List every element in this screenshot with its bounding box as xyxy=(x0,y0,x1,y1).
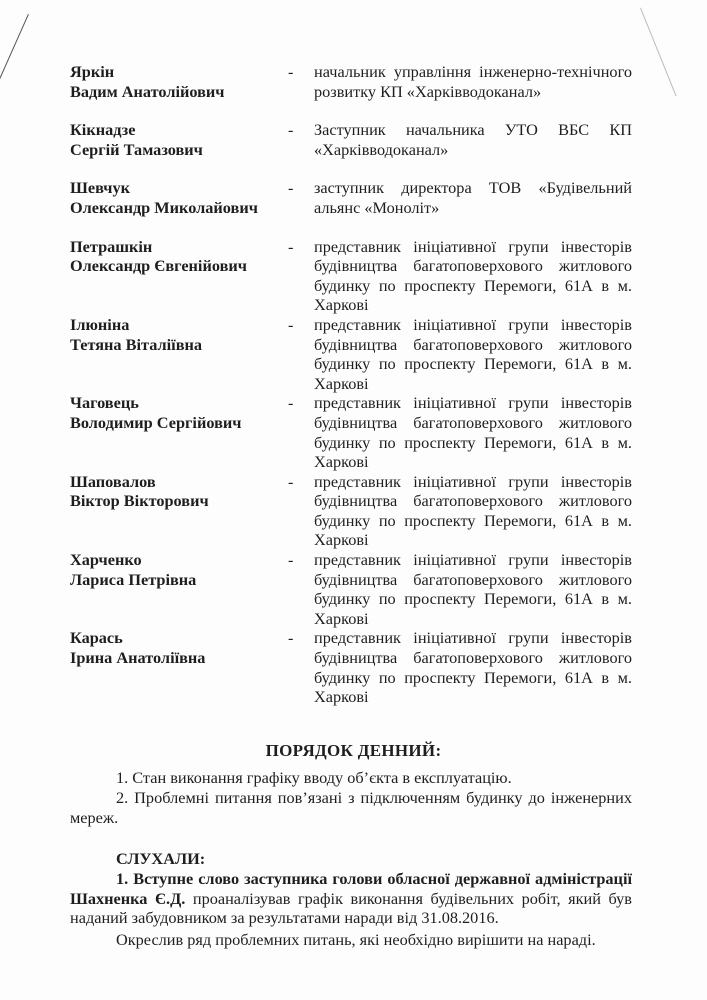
participant-role: заступник директора ТОВ «Будівельний альянс «Моноліт» xyxy=(314,178,632,217)
participant-surname: Яркін xyxy=(70,62,115,81)
participant-row xyxy=(70,178,640,217)
agenda-list xyxy=(70,768,632,828)
participant-name xyxy=(70,393,288,471)
scan-fold-line xyxy=(640,8,677,96)
participant-name xyxy=(70,62,288,101)
agenda-heading: ПОРЯДОК ДЕННИЙ: xyxy=(265,741,442,760)
participant-role: представник ініціативної групи інвесторів будівництва багатоповерхового житлового будинку по проспекту Перемоги, 61А в м. Харкові xyxy=(314,236,632,315)
participant-role: Заступник начальника УТО ВБС КП «Харківводоканал» xyxy=(314,120,632,159)
participant-given-name: Олександр Євгенійович xyxy=(70,256,247,276)
participant-given-name: Віктор Вікторович xyxy=(70,491,209,511)
participant-given-name: Ірина Анатоліївна xyxy=(70,648,206,668)
separator-dash: - xyxy=(288,393,294,413)
participant-role: представник ініціативної групи інвесторів будівництва багатоповерхового житлового будинку по проспекту Перемоги, 61А в м. Харкові xyxy=(314,628,632,707)
participant-role: представник ініціативної групи інвесторів будівництва багатоповерхового житлового будинку по проспекту Перемоги, 61А в м. Харкові xyxy=(314,471,632,550)
heard-section xyxy=(70,849,632,950)
participant-surname: Харченко xyxy=(70,550,142,570)
participant-given-name: Лариса Петрівна xyxy=(70,569,197,589)
participant-given-name: Тетяна Віталіївна xyxy=(70,334,203,354)
participant-name xyxy=(70,628,288,706)
participant-role: представник ініціативної групи інвесторів будівництва багатоповерхового житлового будинку по проспекту Перемоги, 61А в м. Харкові xyxy=(314,393,632,472)
participant-name xyxy=(70,237,288,315)
participant-surname: Ілюніна xyxy=(70,314,130,334)
participant-row xyxy=(70,393,640,471)
separator-dash: - xyxy=(288,628,294,648)
participant-row xyxy=(70,62,640,101)
participant-given-name: Володимир Сергійович xyxy=(70,412,242,432)
separator-dash: - xyxy=(288,236,294,256)
participant-name xyxy=(70,178,288,217)
heard-heading: СЛУХАЛИ: xyxy=(116,849,206,868)
heard-item xyxy=(70,869,632,928)
participant-given-name: Сергій Тамазович xyxy=(70,139,203,159)
participant-name xyxy=(70,550,288,628)
participants-list xyxy=(70,62,640,707)
agenda-item: 1. Стан виконання графіку вводу об’єкта в експлуатацію. xyxy=(116,768,512,787)
separator-dash: - xyxy=(288,550,294,570)
participant-row xyxy=(70,237,640,315)
agenda-item: 2. Проблемні питання пов’язані з підключенням будинку до інженерних мереж. xyxy=(70,788,632,827)
participant-row xyxy=(70,472,640,550)
participant-surname: Карась xyxy=(70,628,123,648)
participant-row xyxy=(70,120,640,159)
participant-given-name: Олександр Миколайович xyxy=(70,197,258,217)
separator-dash: - xyxy=(288,120,294,140)
separator-dash: - xyxy=(288,471,294,491)
participant-name xyxy=(70,120,288,159)
participant-row xyxy=(70,628,640,706)
participant-name xyxy=(70,472,288,550)
participant-surname: Шевчук xyxy=(70,178,130,198)
participant-role: представник ініціативної групи інвесторів будівництва багатоповерхового житлового будинку по проспекту Перемоги, 61А в м. Харкові xyxy=(314,550,632,628)
heard-item-text: проаналізував графік виконання будівельних робіт, який був наданий забудовником за результатами наради від 31.08.2016. xyxy=(70,888,632,928)
separator-dash: - xyxy=(288,62,294,81)
participant-surname: Петрашкін xyxy=(70,236,153,256)
participant-name xyxy=(70,315,288,393)
heard-item: Окреслив ряд проблемних питань, які необхідно вирішити на нараді. xyxy=(116,930,596,950)
participant-role: начальник управління інженерно-технічного розвитку КП «Харківводоканал» xyxy=(314,62,632,101)
separator-dash: - xyxy=(288,178,294,198)
participant-surname: Чаговець xyxy=(70,393,139,413)
participant-surname: Кікнадзе xyxy=(70,120,136,140)
participant-row xyxy=(70,315,640,393)
participant-row xyxy=(70,550,640,628)
heard-speaker: 1. Вступне слово заступника голови обласної державної адміністрації Шахненка Є.Д. xyxy=(70,868,632,908)
participant-role: представник ініціативної групи інвесторів будівництва багатоповерхового житлового будинку по проспекту Перемоги, 61А в м. Харкові xyxy=(314,314,632,393)
participant-surname: Шаповалов xyxy=(70,471,156,491)
separator-dash: - xyxy=(288,314,294,334)
participant-given-name: Вадим Анатолійович xyxy=(70,81,225,101)
scan-fold-line xyxy=(0,14,29,83)
